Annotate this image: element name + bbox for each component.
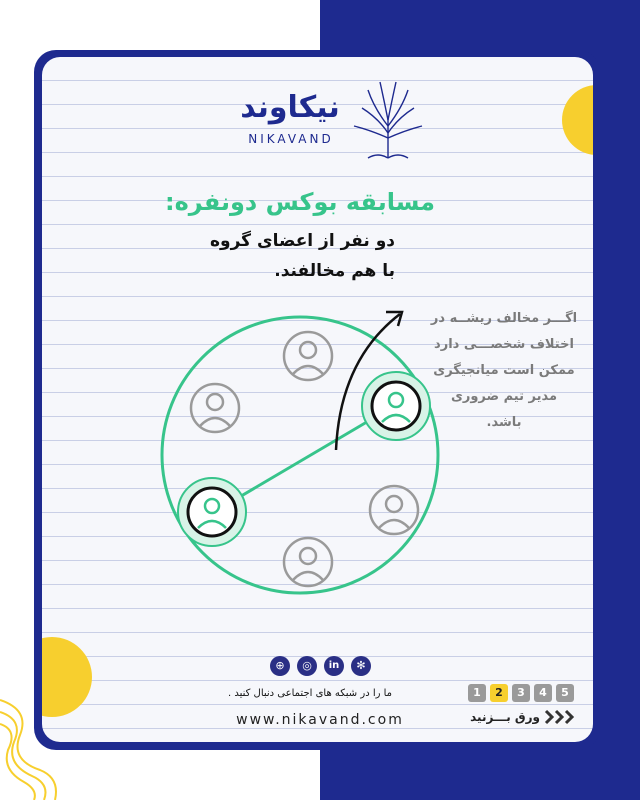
brand-name-fa: نیکاوند: [240, 90, 340, 125]
side-note-line: اگـــر مخالف ریشــه در: [430, 311, 578, 326]
tree-logo-icon: [348, 78, 428, 160]
linkedin-icon[interactable]: in: [324, 656, 344, 676]
group-conflict-diagram: [150, 300, 450, 600]
member-icon: [191, 384, 239, 432]
page-indicator-1[interactable]: 1: [468, 684, 486, 702]
brand-name-en: NIKAVAND: [248, 132, 334, 146]
opponent-icon-left: [178, 478, 246, 546]
page-indicator-2[interactable]: 2: [490, 684, 508, 702]
side-note-line: باشد.: [486, 415, 522, 430]
side-note: [420, 306, 588, 436]
yellow-blob-top-right: [562, 85, 593, 155]
yellow-blob-bottom-left: [42, 637, 92, 717]
chevron-right-icon[interactable]: [542, 708, 578, 726]
member-icon: [370, 486, 418, 534]
page-indicator-4[interactable]: 4: [534, 684, 552, 702]
side-note-line: ممکن است میانجیگری: [433, 363, 575, 378]
web-icon[interactable]: ⊕: [270, 656, 290, 676]
swipe-label: ورق بـــزنید: [470, 710, 540, 724]
subtitle: [150, 226, 395, 286]
page-indicator-5[interactable]: 5: [556, 684, 574, 702]
member-icon: [284, 538, 332, 586]
website-link[interactable]: www.nikavand.com: [236, 712, 404, 728]
subtitle-line-1: دو نفر از اعضای گروه: [210, 231, 395, 251]
subtitle-line-2: با هم مخالفند.: [274, 261, 395, 281]
side-note-line: مدیر تیم ضروری: [450, 389, 558, 404]
member-icon: [284, 332, 332, 380]
aparat-icon[interactable]: ✻: [351, 656, 371, 676]
follow-text: ما را در شبکه های اجتماعی دنبال کنید .: [227, 688, 393, 699]
brand-logo: [230, 78, 430, 160]
instagram-icon[interactable]: ◎: [297, 656, 317, 676]
page-indicator-3[interactable]: 3: [512, 684, 530, 702]
side-note-line: اختلاف شخصـــی دارد: [434, 337, 574, 352]
page-title: مسابقه بوکس دونفره:: [165, 188, 435, 216]
